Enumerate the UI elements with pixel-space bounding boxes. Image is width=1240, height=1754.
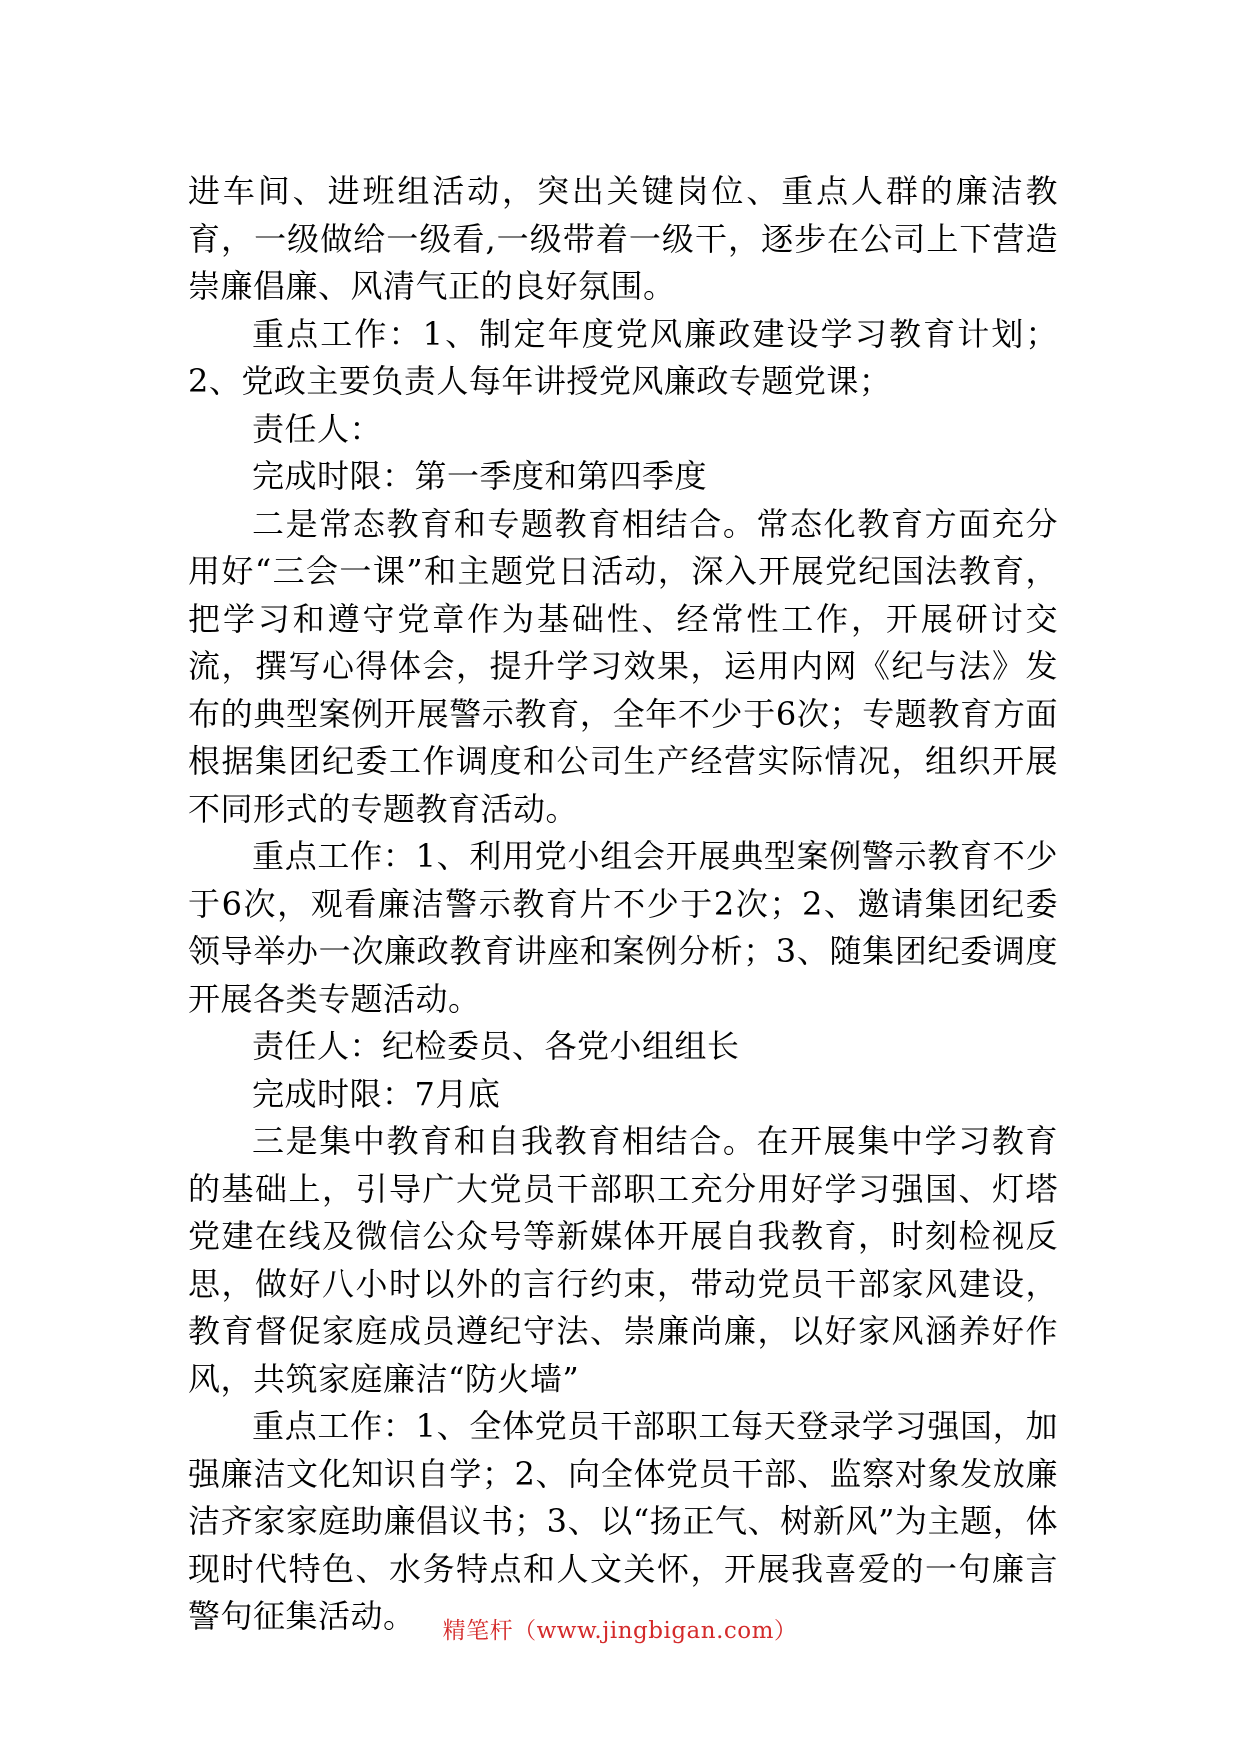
paragraph-6: 责任人：纪检委员、各党小组组长: [252, 1027, 740, 1065]
paragraph-9: 重点工作：1、全体党员干部职工每天登录学习强国，加强廉洁文化知识自学；2、向全体党员干部、监察对象发放廉洁齐家家庭助廉倡议书；3、以“扬正气、树新风”为主题，体现时代特色、水务特点和人文关怀，开展我喜爱的一句廉言警句征集活动。: [188, 1407, 1058, 1635]
paragraph-2: 责任人：: [252, 409, 383, 448]
document-body: [188, 168, 1058, 1641]
paragraph-8: 三是集中教育和自我教育相结合。在开展集中学习教育的基础上，引导广大党员干部职工充分用好学习强国、灯塔党建在线及微信公众号等新媒体开展自我教育，时刻检视反思，做好八小时以外的言行约束，带动党员干部家风建设，教育督促家庭成员遵纪守法、崇廉尚廉，以好家风涵养好作风，共筑家庭廉洁“防火墙”: [188, 1122, 1058, 1398]
footer-watermark-link[interactable]: 精笔杆（www.jingbigan.com）: [442, 1618, 798, 1644]
paragraph-0: 进车间、进班组活动，突出关键岗位、重点人群的廉洁教育，一级做给一级看,一级带着一级干，逐步在公司上下营造崇廉倡廉、风清气正的良好氛围。: [188, 172, 1058, 305]
paragraph-5: 重点工作：1、利用党小组会开展典型案例警示教育不少于6次，观看廉洁警示教育片不少于2次；2、邀请集团纪委领导举办一次廉政教育讲座和案例分析；3、随集团纪委调度开展各类专题活动。: [188, 837, 1058, 1018]
paragraph-4: 二是常态教育和专题教育相结合。常态化教育方面充分用好“三会一课”和主题党日活动，深入开展党纪国法教育，把学习和遵守党章作为基础性、经常性工作，开展研讨交流，撰写心得体会，提升学习效果，运用内网《纪与法》发布的典型案例开展警示教育，全年不少于6次；专题教育方面根据集团纪委工作调度和公司生产经营实际情况，组织开展不同形式的专题教育活动。: [188, 504, 1058, 828]
paragraph-7: 完成时限：7月底: [252, 1074, 501, 1113]
paragraph-3: 完成时限：第一季度和第四季度: [252, 457, 708, 495]
paragraph-1: 重点工作：1、制定年度党风廉政建设学习教育计划；2、党政主要负责人每年讲授党风廉政专题党课；: [188, 314, 1058, 400]
